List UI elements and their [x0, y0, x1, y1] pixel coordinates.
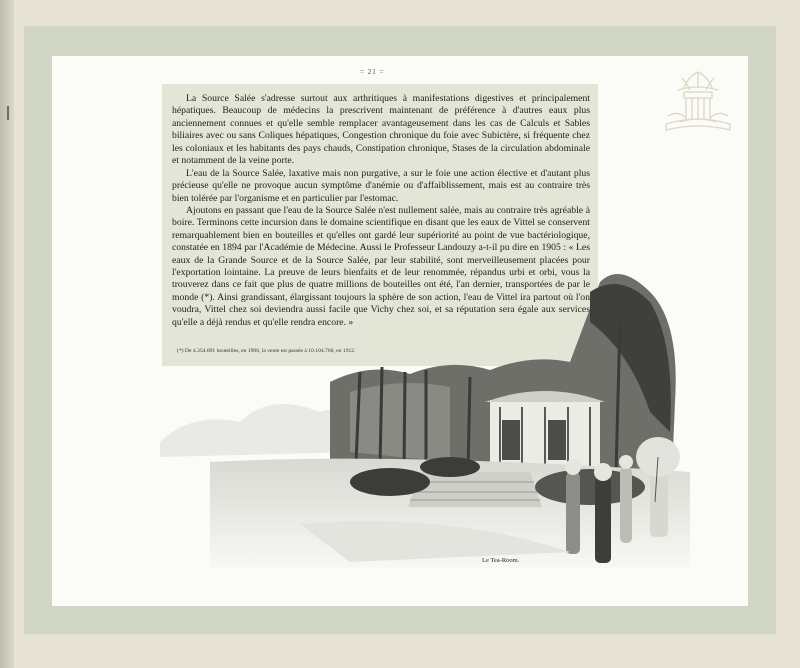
page-number: = 21 =: [360, 68, 385, 76]
vittel-emblem-logo: [660, 66, 736, 142]
tea-room-photo: [150, 262, 690, 568]
paragraph-1: La Source Salée s'adresse surtout aux arthritiques à manifestations digestives et principalement hépatiques. Beaucoup de médecins la prescrivent maintenant de préférence à d'autres eaux plus anciennement connues et qu'elle semble remplacer avantageusement dans les cas de Calculs et Sables biliaires avec ou sans Coliques hépatiques, Congestion chronique du foie avec Subictère, si fréquente chez les coloniaux et les habitants des pays chauds, Constipation chronique, Stases de la circulation abdominale et notamment de la veine porte.: [172, 93, 590, 167]
paragraph-3: Ajoutons en passant que l'eau de la Source Salée n'est nullement salée, mais au contraire très agréable à boire. Terminons cette incursion dans le domaine scientifique en disant que les eaux de Vittel se conservent remarquablement bien en bouteilles et qu'elles ont gardé leur supériorité au point de vue bactériologique, constatée en 1894 par l'Académie de Médecine. Aussi le Professeur Landouzy a-t-il pu dire en 1905 : « Les eaux de la Grande Source et de la Source Salée, par leur stabilité, sont merveilleusement placées pour l'exportation lointaine. La preuve de leurs bienfaits et de leur renommée, répandus urbi et orbi, vous la trouverez dans ce fait que plus de quatre millions de bouteilles ont été, l'an dernier, transportées de par le monde (*). Ainsi grandissant, élargissant toujours la sphère de son action, l'eau de Vittel ira partout où l'on voudra, Vittel chez soi deviendra aussi facile que Vichy chez soi, et sa réputation sera égale aux services qu'elle a déjà rendus et qu'elle rendra encore. »: [172, 205, 590, 328]
margin-mark: [7, 106, 9, 120]
book-spine: [0, 0, 14, 668]
photo-caption: Le Tea-Room.: [482, 557, 520, 564]
footnote: (*) De 4.354.091 bouteilles, en 1906, la vente est passée à 10.104.760, en 1912.: [177, 348, 356, 354]
paragraph-2: L'eau de la Source Salée, laxative mais non purgative, a sur le foie une action élective et d'autant plus précieuse qu'elle ne provoque aucun symptôme d'anémie ou d'affaiblissement, mais est au contraire très bien tolérée par l'organisme et en particulier par l'estomac.: [172, 168, 590, 204]
